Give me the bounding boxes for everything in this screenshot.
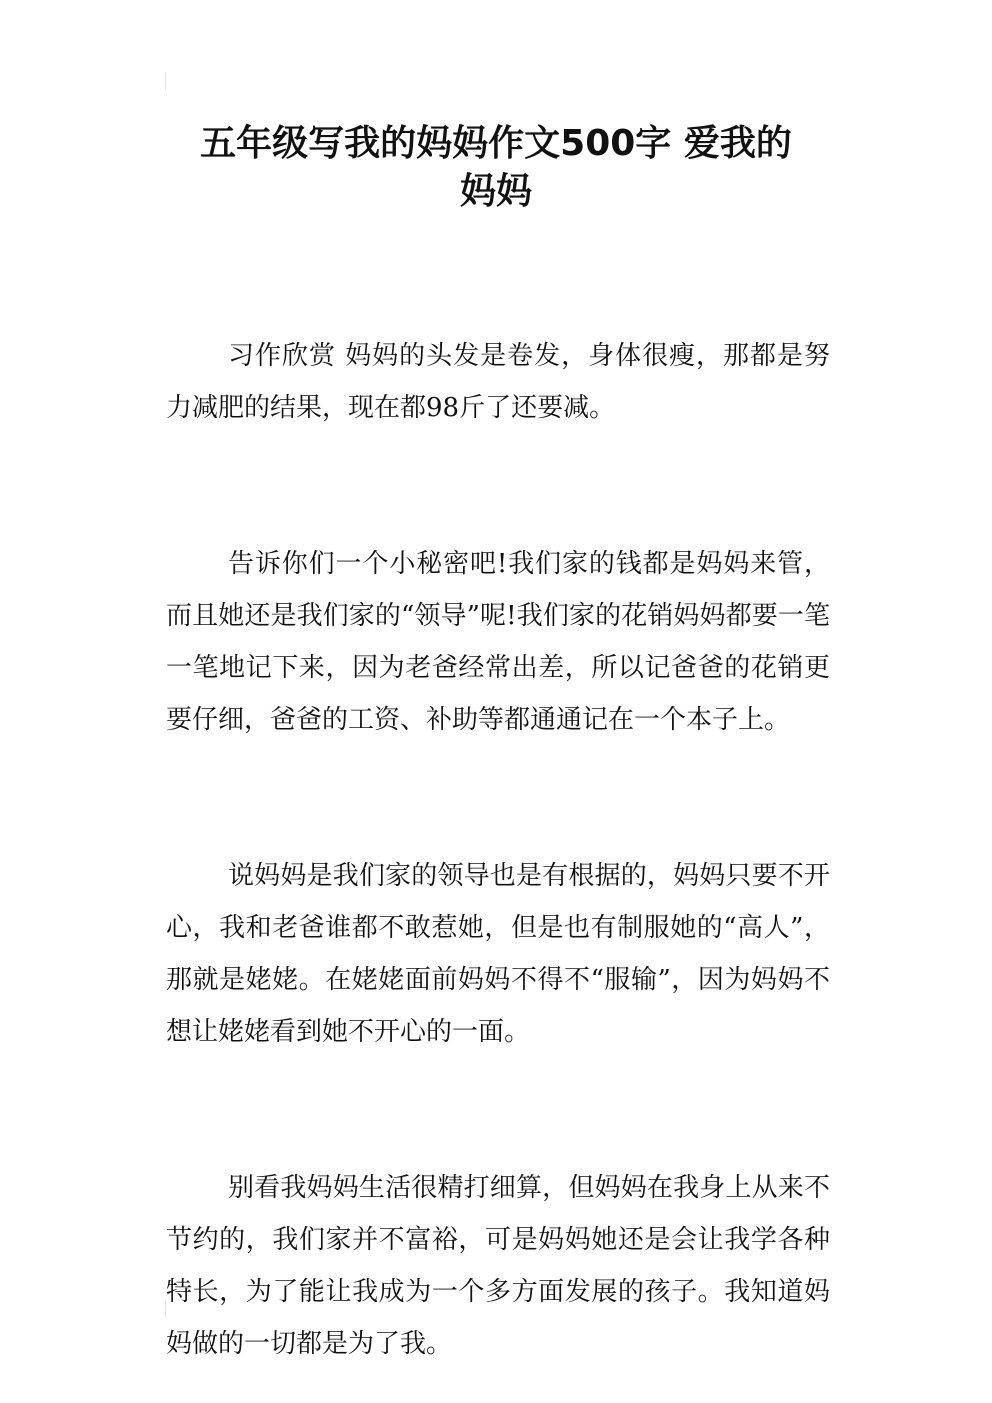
- title-line-1: 五年级写我的妈妈作文500字 爱我的: [200, 123, 792, 164]
- document-body: [166, 330, 830, 1370]
- document-title: [140, 120, 852, 216]
- page-corner-mark-top: [165, 72, 166, 90]
- paragraph-2: 告诉你们一个小秘密吧!我们家的钱都是妈妈来管，而且她还是我们家的“领导”呢!我们家的花销妈妈都要一笔一笔地记下来，因为老爸经常出差，所以记爸爸的花销更要仔细，爸爸的工资、补助等都通通记在一个本子上。: [166, 549, 830, 735]
- title-line-2: 妈妈: [459, 171, 532, 212]
- paragraph-3: 说妈妈是我们家的领导也是有根据的，妈妈只要不开心，我和老爸谁都不敢惹她，但是也有制服她的“高人”，那就是姥姥。在姥姥面前妈妈不得不“服输”，因为妈妈不想让姥姥看到她不开心的一面。: [166, 861, 830, 1047]
- paragraph-1: 习作欣赏 妈妈的头发是卷发，身体很瘦，那都是努力减肥的结果，现在都98斤了还要减。: [166, 341, 830, 423]
- page-corner-mark-bottom: [165, 1300, 166, 1318]
- paragraph-4: 别看我妈妈生活很精打细算，但妈妈在我身上从来不节约的，我们家并不富裕，可是妈妈她还是会让我学各种特长，为了能让我成为一个多方面发展的孩子。我知道妈妈做的一切都是为了我。: [166, 1173, 830, 1359]
